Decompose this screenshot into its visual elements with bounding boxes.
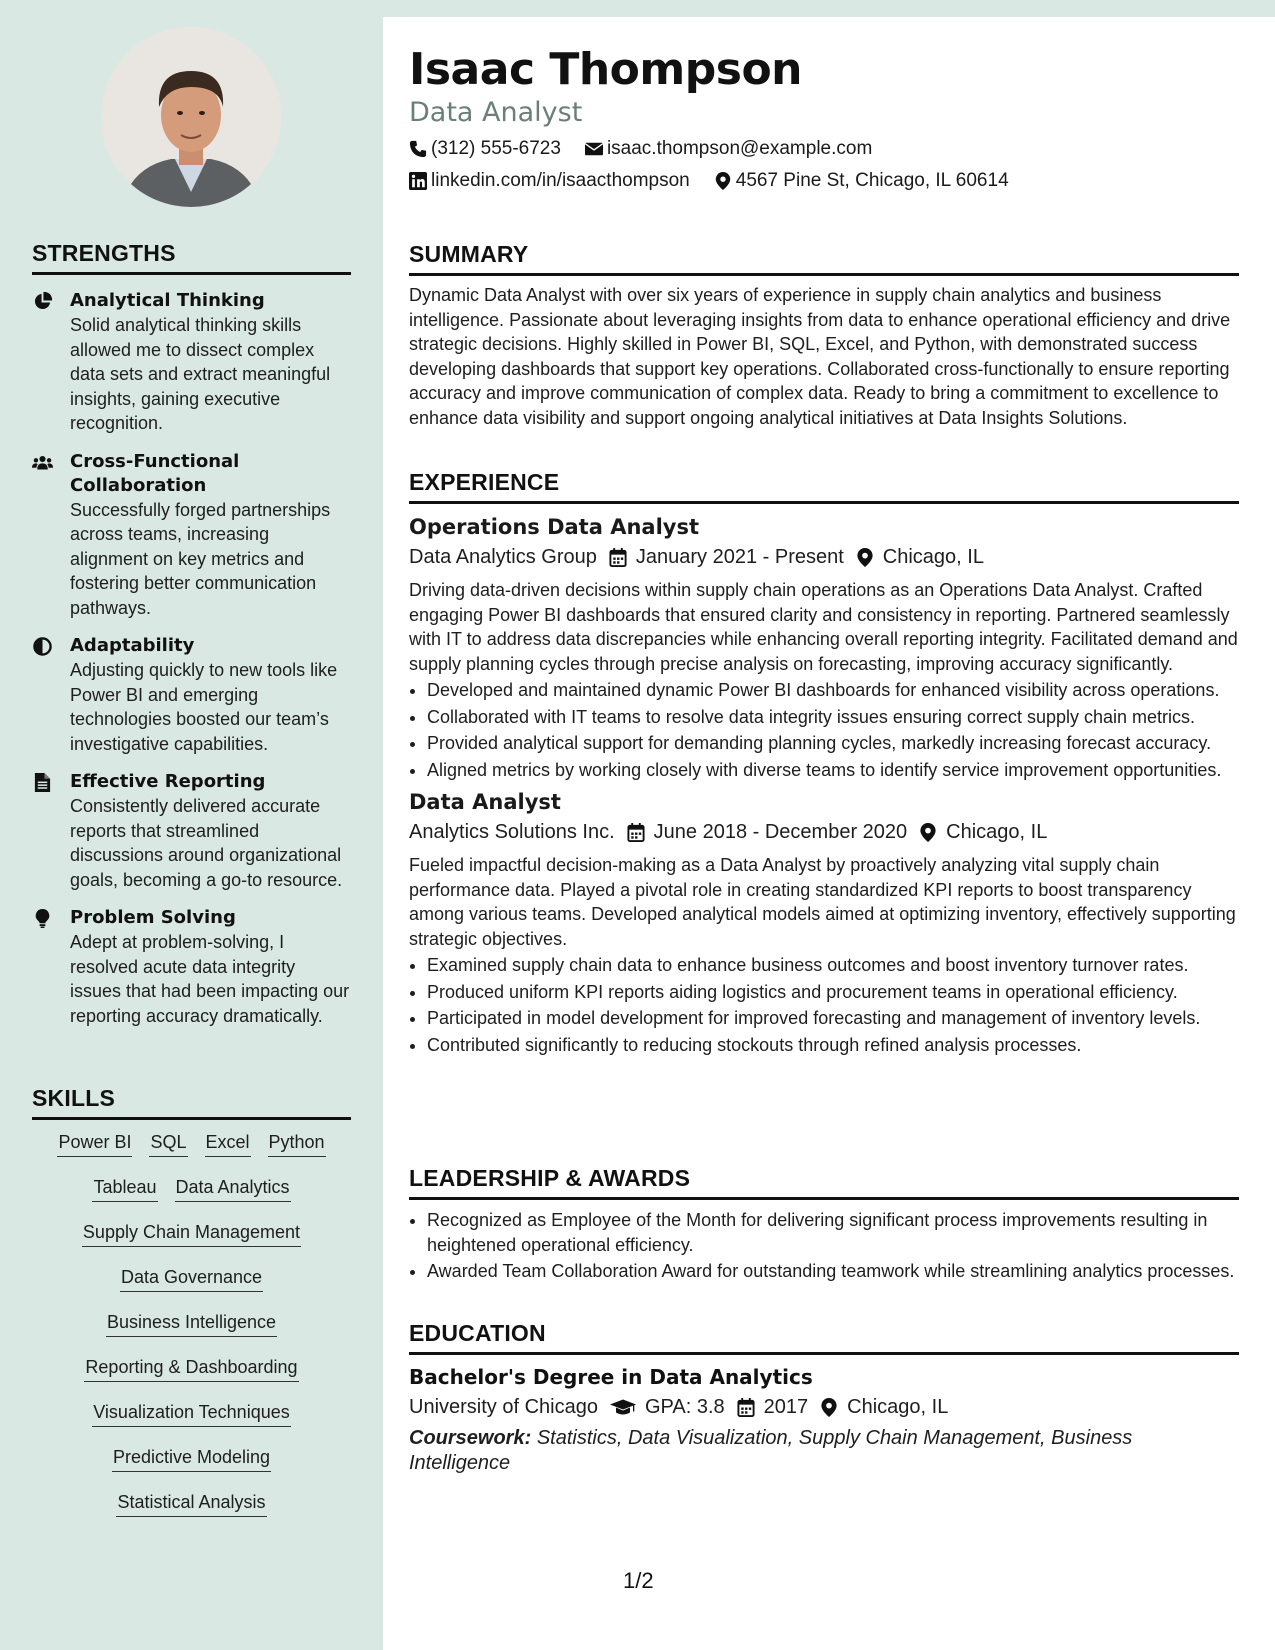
job-entry: [409, 788, 1239, 1057]
skill-tag: Predictive Modeling: [112, 1446, 271, 1472]
job-company: Data Analytics Group: [409, 546, 597, 568]
skills-row: [32, 1401, 351, 1446]
graduation-year: 2017: [763, 1396, 809, 1418]
skill-tag: Power BI: [57, 1131, 132, 1157]
profile-photo: [101, 27, 281, 207]
education-location: Chicago, IL: [847, 1396, 949, 1418]
map-pin-icon: [714, 172, 732, 190]
document-icon: [32, 770, 70, 892]
job-location: Chicago, IL: [882, 546, 984, 568]
skill-tag: Supply Chain Management: [82, 1221, 301, 1247]
skills-row: [32, 1356, 351, 1401]
job-bullets: [409, 953, 1239, 1057]
bullet-item: • Collaborated with IT teams to resolve data integrity issues ensuring correct supply chain metrics.: [427, 705, 1239, 730]
degree-title: Bachelor's Degree in Data Analytics: [409, 1365, 813, 1389]
bullet-item: • Provided analytical support for demanding planning cycles, markedly increasing forecast accuracy.: [427, 731, 1239, 756]
lightbulb-icon: [32, 906, 70, 1028]
job-title: Data Analyst: [409, 790, 561, 814]
job-bullets: [409, 678, 1239, 782]
coursework-label: Coursework:: [409, 1427, 532, 1449]
email-text: isaac.thompson@example.com: [606, 138, 873, 159]
skill-tag: Python: [268, 1131, 326, 1157]
strength-name: Problem Solving: [70, 907, 236, 928]
strengths-title: STRENGTHS: [32, 240, 351, 275]
graduation-cap-icon: [610, 1398, 636, 1417]
experience-section: [409, 469, 1239, 1059]
phone-contact: [409, 133, 561, 165]
award-item: • Awarded Team Collaboration Award for outstanding teamwork while streamlining analytics processes.: [427, 1259, 1239, 1284]
awards-section: [409, 1165, 1239, 1286]
experience-title: EXPERIENCE: [409, 469, 1239, 504]
adjust-icon: [32, 634, 70, 756]
skills-row: [32, 1221, 351, 1266]
awards-title: LEADERSHIP & AWARDS: [409, 1165, 1239, 1200]
strength-item: [32, 289, 351, 436]
calendar-icon: [627, 823, 645, 842]
bullet-item: • Participated in model development for improved forecasting and management of inventory levels.: [427, 1006, 1239, 1031]
skill-tag: Excel: [205, 1131, 251, 1157]
education-title: EDUCATION: [409, 1320, 1239, 1355]
skill-tag: Reporting & Dashboarding: [84, 1356, 298, 1382]
main-content: [409, 17, 1239, 1474]
awards-list: [409, 1208, 1239, 1284]
users-icon: [32, 450, 70, 621]
map-pin-icon: [820, 1398, 838, 1417]
job-description: Driving data-driven decisions within supply chain operations as an Operations Data Analyst. Crafted engaging Power BI dashboards that ensured clarity and consistency in reporting. Partnered seamlessly with IT to address data discrepancies while enhancing overall reporting integrity. Facilitated demand and supply planning cycles through precise analysis on forecasting, improving accuracy significantly.: [409, 580, 1238, 674]
skill-tag: Visualization Techniques: [92, 1401, 290, 1427]
education-meta: [409, 1391, 1239, 1423]
skill-tag: SQL: [149, 1131, 187, 1157]
strength-item: [32, 906, 351, 1028]
strengths-section: [32, 240, 351, 1028]
job-entry: [409, 513, 1239, 782]
skill-tag: Statistical Analysis: [116, 1491, 266, 1517]
map-pin-icon: [919, 823, 937, 842]
skill-tag: Business Intelligence: [106, 1311, 277, 1337]
envelope-icon: [585, 140, 603, 158]
strength-item: [32, 770, 351, 892]
skills-row: [32, 1176, 351, 1221]
strength-desc: Successfully forged partnerships across teams, increasing alignment on key metrics and fostering better communication pathways.: [70, 499, 331, 618]
strength-name: Analytical Thinking: [70, 290, 265, 311]
address-text: 4567 Pine St, Chicago, IL 60614: [735, 170, 1009, 191]
linkedin-contact[interactable]: [409, 165, 690, 197]
phone-text: (312) 555-6723: [431, 138, 561, 159]
gpa: GPA: 3.8: [644, 1396, 725, 1418]
job-company: Analytics Solutions Inc.: [409, 821, 615, 843]
coursework-text: Statistics, Data Visualization, Supply Chain Management, Business Intelligence: [409, 1427, 1133, 1474]
strength-item: [32, 634, 351, 756]
email-contact[interactable]: [585, 133, 872, 165]
education-section: [409, 1320, 1239, 1476]
skills-row: [32, 1491, 351, 1536]
job-dates: January 2021 - Present: [635, 546, 844, 568]
address-contact: [714, 165, 1009, 197]
top-band: [383, 0, 1275, 17]
linkedin-text: linkedin.com/in/isaacthompson: [431, 170, 690, 191]
contact-line: [409, 165, 1239, 197]
coursework: [409, 1426, 1239, 1476]
skills-section: [32, 1085, 351, 1536]
skill-tag: Tableau: [92, 1176, 157, 1202]
candidate-title: Data Analyst: [409, 97, 583, 128]
job-description: Fueled impactful decision-making as a Data Analyst by proactively analyzing vital supply chain performance data. Played a pivotal role in creating standardized KPI reports to boost transparency among various teams. Developed analytical models aimed at optimizing inventory, effectively supporting strategic objectives.: [409, 855, 1236, 949]
bullet-item: • Developed and maintained dynamic Power BI dashboards for enhanced visibility across operations.: [427, 678, 1239, 703]
pie-chart-icon: [32, 289, 70, 436]
strength-desc: Adjusting quickly to new tools like Power BI and emerging technologies boosted our team’s investigative capabilities.: [70, 660, 338, 754]
map-pin-icon: [856, 548, 874, 567]
job-meta: [409, 541, 1239, 573]
strength-name: Cross-Functional Collaboration: [70, 450, 240, 496]
job-title: Operations Data Analyst: [409, 515, 700, 539]
linkedin-icon: [409, 172, 427, 190]
bullet-item: • Contributed significantly to reducing stockouts through refined analysis processes.: [427, 1033, 1239, 1058]
skills-row: [32, 1131, 351, 1176]
strength-name: Effective Reporting: [70, 771, 266, 792]
bullet-item: • Examined supply chain data to enhance business outcomes and boost inventory turnover rates.: [427, 953, 1239, 978]
bullet-item: • Aligned metrics by working closely with diverse teams to identify service improvement opportunities.: [427, 758, 1239, 783]
skill-tag: Data Analytics: [175, 1176, 291, 1202]
job-location: Chicago, IL: [946, 821, 1048, 843]
skills-row: [32, 1446, 351, 1491]
bullet-item: • Produced uniform KPI reports aiding logistics and procurement teams in operational efficiency.: [427, 980, 1239, 1005]
calendar-icon: [609, 548, 627, 567]
skill-tag: Data Governance: [120, 1266, 263, 1292]
strength-desc: Adept at problem-solving, I resolved acute data integrity issues that had been impacting our reporting accuracy dramatically.: [70, 932, 350, 1026]
strength-name: Adaptability: [70, 635, 195, 656]
skills-row: [32, 1266, 351, 1311]
summary-title: SUMMARY: [409, 241, 1239, 276]
school-name: University of Chicago: [409, 1396, 598, 1418]
summary-section: [409, 241, 1239, 430]
award-item: • Recognized as Employee of the Month for delivering significant process improvements resulting in heightened operational efficiency.: [427, 1208, 1239, 1257]
candidate-name: Isaac Thompson: [409, 44, 802, 95]
skills-title: SKILLS: [32, 1085, 351, 1120]
page-number: 1/2: [623, 1568, 654, 1593]
strength-item: [32, 450, 351, 621]
summary-text: Dynamic Data Analyst with over six years of experience in supply chain analytics and business intelligence. Passionate about leveraging insights from data to enhance operational efficiency and drive strategic decisions. Highly skilled in Power BI, SQL, Excel, and Python, with demonstrated success developing dashboards that support key operations. Collaborated cross-functionally to ensure reporting accuracy and improve communication of complex data. Ready to bring a commitment to excellence to enhance data visibility and support ongoing analytical initiatives at Data Insights Solutions.: [409, 285, 1231, 428]
calendar-icon: [737, 1398, 755, 1417]
job-meta: [409, 816, 1239, 848]
strength-desc: Solid analytical thinking skills allowed me to dissect complex data sets and extract meaningful insights, gaining executive recognition.: [70, 315, 331, 433]
job-dates: June 2018 - December 2020: [653, 821, 908, 843]
contact-line: [409, 133, 1239, 165]
strength-desc: Consistently delivered accurate reports that streamlined discussions around organizational goals, becoming a go-to resource.: [70, 796, 343, 890]
skills-row: [32, 1311, 351, 1356]
phone-icon: [409, 140, 427, 158]
